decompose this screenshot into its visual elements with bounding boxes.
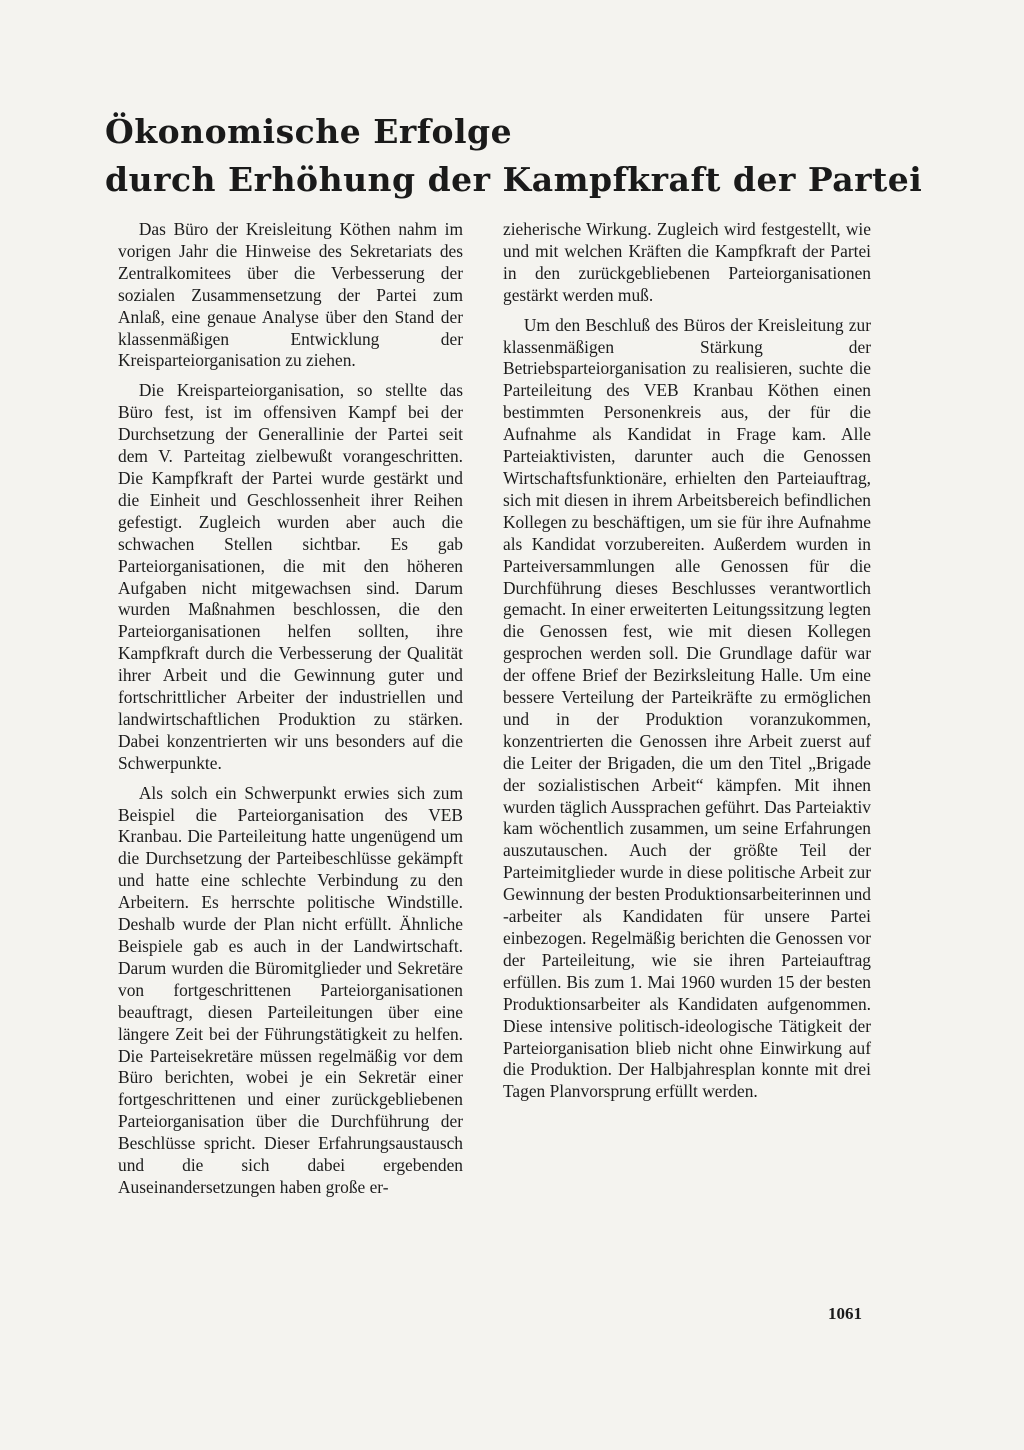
paragraph: Das Büro der Kreisleitung Köthen nahm im vorigen Jahr die Hinweise des Sekretariats des Zentralkomitees über die Verbesserung der sozialen Zusammensetzung der Partei zum Anlaß, eine genaue Analyse über den Stand der klassenmäßigen Entwicklung der Kreisparteiorganisation zu ziehen. bbox=[118, 219, 463, 371]
article-title bbox=[105, 108, 923, 204]
paragraph: Als solch ein Schwerpunkt erwies sich zum Beispiel die Parteiorganisation des VEB Kranbau. Die Parteileitung hatte ungenügend um die Durchsetzung der Parteibeschlüsse gekämpft und hatte eine schlechte Verbindung zu den Arbeitern. Es herrschte politische Windstille. Deshalb wurde der Plan nicht erfüllt. Ähnliche Beispiele gab es auch in der Landwirtschaft. Darum wurden die Büromitglieder und Sekretäre von fortgeschrittenen Parteiorganisationen beauftragt, diesen Parteileitungen über eine längere Zeit bei der Führungstätigkeit zu helfen. Die Parteisekretäre müssen regelmäßig vor dem Büro berichten, wobei je ein Sekretär einer fortgeschrittenen und einer zurückgebliebenen Parteiorganisation über die Durchführung der Beschlüsse spricht. Dieser Erfahrungsaustausch und die sich dabei ergebenden Auseinandersetzungen haben große er- bbox=[118, 782, 463, 1197]
paragraph: Um den Beschluß des Büros der Kreisleitung zur klassenmäßigen Stärkung der Betriebsparteiorganisation zu realisieren, suchte die Parteileitung des VEB Kranbau Köthen einen bestimmten Personenkreis aus, der für die Aufnahme als Kandidat in Frage kam. Alle Parteiaktivisten, darunter auch die Genossen Wirtschaftsfunktionäre, erhielten den Parteiauftrag, sich mit diesen in ihrem Arbeitsbereich befindlichen Kollegen zu beschäftigen, um sie für ihre Aufnahme als Kandidat vorzubereiten. Außerdem wurden in Parteiversammlungen alle Genossen für die Durchführung dieses Beschlusses verantwortlich gemacht. In einer erweiterten Leitungssitzung legten die Genossen fest, wie mit diesen Kollegen gesprochen werden soll. Die Grundlage dafür war der offene Brief der Bezirksleitung Halle. Um eine bessere Verteilung der Parteikräfte zu ermöglichen und in der Produktion voranzukommen, konzentrierten die Genossen ihre Arbeit zuerst auf die Leiter der Brigaden, die um den Titel „Brigade der sozialistischen Arbeit“ kämpfen. Mit ihnen wurden täglich Aussprachen geführt. Das Parteiaktiv kam wöchentlich zusammen, um seine Erfahrungen auszutauschen. Auch der größte Teil der Parteimitglieder wurde in diese politische Arbeit zur Gewinnung der besten Produktionsarbeiterinnen und -arbeiter als Kandidaten für unsere Partei einbezogen. Regelmäßig berichten die Genossen vor der Parteileitung, wie sie ihren Parteiauftrag erfüllen. Bis zum 1. Mai 1960 wurden 15 der besten Produktionsarbeiter als Kandidaten aufgenommen. Diese intensive politisch-ideologische Tätigkeit der Parteiorganisation blieb nicht ohne Einwirkung auf die Produktion. Der Halbjahresplan konnte mit drei Tagen Planvorsprung erfüllt werden. bbox=[503, 314, 871, 1102]
right-text-column bbox=[503, 219, 871, 1111]
article-title-line-1: Ökonomische Erfolge bbox=[105, 112, 513, 151]
page-number: 1061 bbox=[828, 1304, 862, 1323]
left-text-column bbox=[118, 219, 463, 1207]
paragraph: Die Kreisparteiorganisation, so stellte das Büro fest, ist im offensiven Kampf bei der Durchsetzung der Generallinie der Partei seit dem V. Parteitag zielbewußt vorangeschritten. Die Kampfkraft der Partei wurde gestärkt und die Einheit und Geschlossenheit ihrer Reihen gefestigt. Zugleich wurden aber auch die schwachen Stellen sichtbar. Es gab Parteiorganisationen, die mit den höheren Aufgaben nicht mitgewachsen sind. Darum wurden Maßnahmen beschlossen, die den Parteiorganisationen helfen sollten, ihre Kampfkraft durch die Verbesserung der Qualität ihrer Arbeit und die Gewinnung guter und fortschrittlicher Arbeiter der industriellen und landwirtschaftlichen Produktion zu stärken. Dabei konzentrierten wir uns besonders auf die Schwerpunkte. bbox=[118, 380, 463, 773]
paragraph-continued: zieherische Wirkung. Zugleich wird festgestellt, wie und mit welchen Kräften die Kampfkraft der Partei in den zurückgebliebenen Parteiorganisationen gestärkt werden muß. bbox=[503, 219, 871, 305]
article-title-line-2: durch Erhöhung der Kampfkraft der Partei bbox=[105, 160, 923, 199]
